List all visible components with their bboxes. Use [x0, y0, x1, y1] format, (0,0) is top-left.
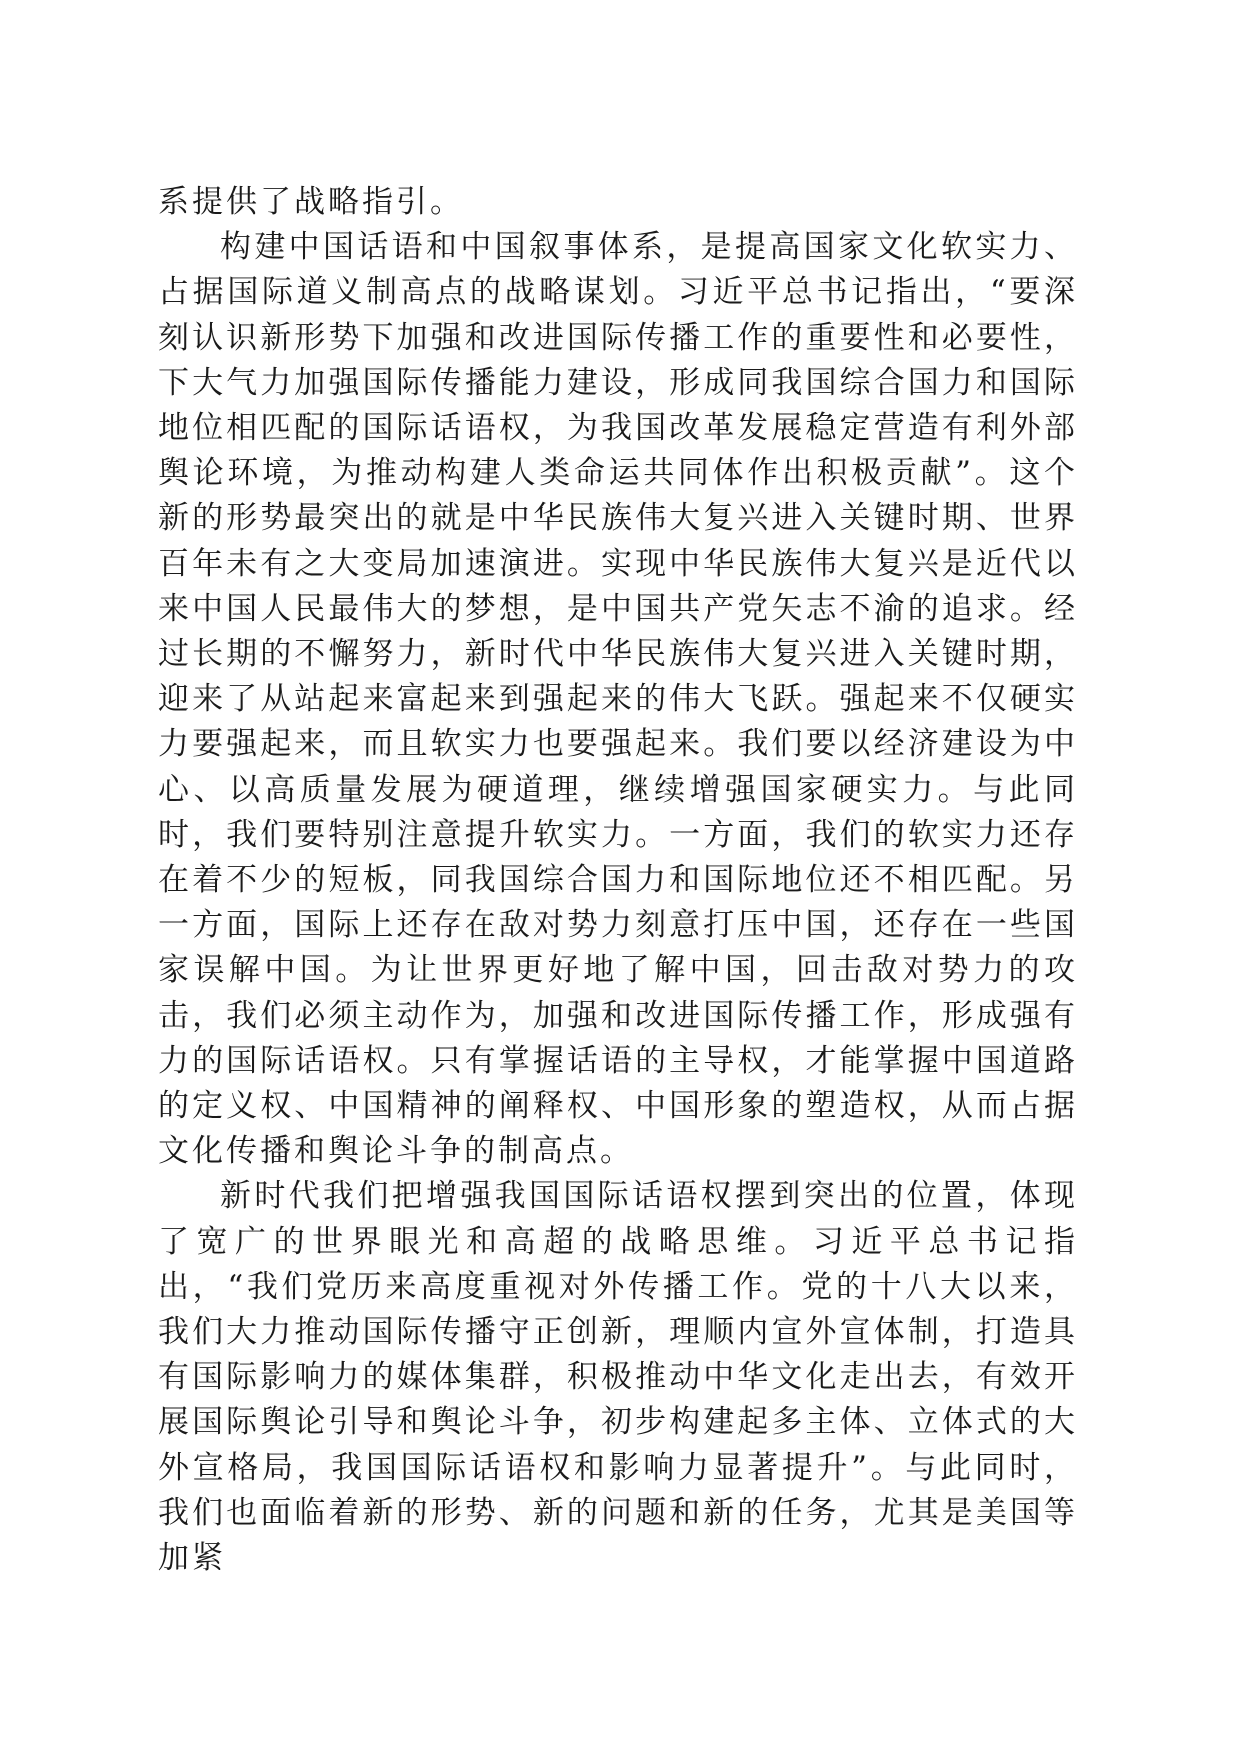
paragraph-discourse-system: 构建中国话语和中国叙事体系，是提高国家文化软实力、占据国际道义制高点的战略谋划。习近平总书记指出，“要深刻认识新形势下加强和改进国际传播工作的重要性和必要性，下大气力加强国际传播能力建设，形成同我国综合国力和国际地位相匹配的国际话语权，为我国改革发展稳定营造有利外部舆论环境，为推动构建人类命运共同体作出积极贡献”。这个新的形势最突出的就是中华民族伟大复兴进入关键时期、世界百年未有之大变局加速演进。实现中华民族伟大复兴是近代以来中国人民最伟大的梦想，是中国共产党矢志不渝的追求。经过长期的不懈努力，新时代中华民族伟大复兴进入关键时期，迎来了从站起来富起来到强起来的伟大飞跃。强起来不仅硬实力要强起来，而且软实力也要强起来。我们要以经济建设为中心、以高质量发展为硬道理，继续增强国家硬实力。与此同时，我们要特别注意提升软实力。一方面，我们的软实力还存在着不少的短板，同我国综合国力和国际地位还不相匹配。另一方面，国际上还存在敌对势力刻意打压中国，还存在一些国家误解中国。为让世界更好地了解中国，回击敌对势力的攻击，我们必须主动作为，加强和改进国际传播工作，形成强有力的国际话语权。只有掌握话语的主导权，才能掌握中国道路的定义权、中国精神的阐释权、中国形象的塑造权，从而占据文化传播和舆论斗争的制高点。	[158, 229, 1078, 1170]
document-body	[158, 180, 1078, 1581]
paragraph-new-era-discourse: 新时代我们把增强我国国际话语权摆到突出的位置，体现了宽广的世界眼光和高超的战略思维。习近平总书记指出，“我们党历来高度重视对外传播工作。党的十八大以来，我们大力推动国际传播守正创新，理顺内宣外宣体制，打造具有国际影响力的媒体集群，积极推动中华文化走出去，有效开展国际舆论引导和舆论斗争，初步构建起多主体、立体式的大外宣格局，我国国际话语权和影响力显著提升”。与此同时，我们也面临着新的形势、新的问题和新的任务，尤其是美国等加紧	[158, 1178, 1078, 1577]
paragraph-continuation: 系提供了战略指引。	[158, 184, 464, 220]
